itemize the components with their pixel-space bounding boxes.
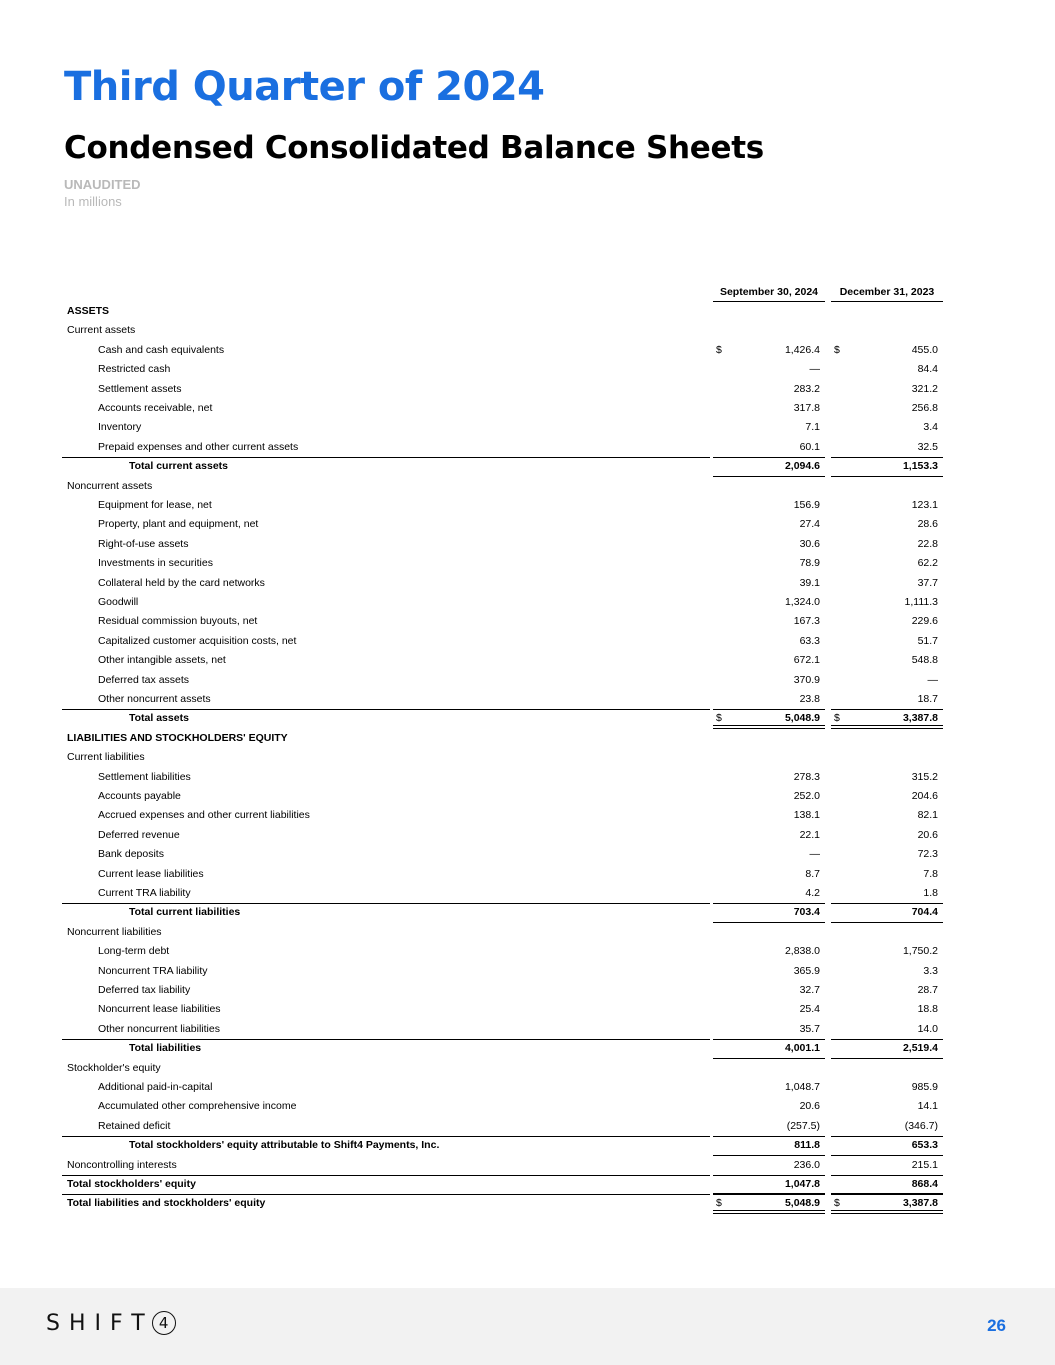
row-label: Restricted cash: [98, 363, 171, 376]
value-dec-2023: 229.6: [911, 615, 938, 628]
value-sep-2024: 7.1: [805, 421, 820, 434]
value-dec-2023: 1,111.3: [904, 596, 938, 608]
row-label: Settlement assets: [98, 382, 182, 395]
value-dec-2023: 32.5: [917, 440, 938, 453]
value-sep-2024: 78.9: [799, 557, 820, 570]
table-row: [0, 865, 1055, 884]
row-label: Deferred tax liability: [98, 984, 191, 996]
table-row: [0, 612, 1055, 631]
value-sep-2024: 1,324.0: [784, 596, 820, 608]
row-label: Retained deficit: [98, 1119, 171, 1132]
value-dec-2023: 18.8: [917, 1003, 938, 1016]
value-sep-2024: 60.1: [799, 440, 820, 453]
value-sep-2024: 30.6: [799, 537, 820, 550]
table-row: [0, 729, 1055, 748]
row-label: ASSETS: [67, 305, 110, 317]
total-rule: [713, 1175, 825, 1176]
table-row: [0, 826, 1055, 845]
row-label: Cash and cash equivalents: [98, 343, 225, 356]
value-dec-2023: 1.8: [923, 887, 938, 899]
total-rule: [713, 457, 825, 458]
table-row: [0, 748, 1055, 767]
table-row: [0, 651, 1055, 670]
row-label: Accounts payable: [98, 790, 181, 802]
row-label: Other noncurrent assets: [98, 693, 211, 705]
value-sep-2024: 283.2: [793, 382, 820, 395]
value-dec-2023: 455.0: [911, 343, 938, 356]
value-sep-2024: 4.2: [805, 887, 820, 899]
table-row: [0, 554, 1055, 573]
table-row: [0, 1156, 1055, 1175]
value-dec-2023: 1,750.2: [902, 945, 938, 958]
table-row: [0, 632, 1055, 651]
value-dec-2023: —: [927, 673, 938, 686]
row-label: Settlement liabilities: [98, 770, 191, 783]
table-row: [0, 1059, 1055, 1078]
row-label: Accumulated other comprehensive income: [98, 1100, 297, 1113]
table-row: [0, 574, 1055, 593]
row-label: Total current assets: [129, 460, 229, 473]
row-label: Noncontrolling interests: [67, 1158, 177, 1171]
value-sep-2024: 20.6: [799, 1100, 820, 1113]
value-sep-2024: 167.3: [793, 615, 820, 628]
value-sep-2024: —: [809, 848, 820, 861]
units-label: In millions: [64, 194, 122, 209]
table-row: [0, 690, 1055, 709]
table-row: [0, 787, 1055, 806]
row-label: Current TRA liability: [98, 887, 191, 899]
value-dec-2023: 704.4: [911, 906, 938, 919]
value-dec-2023: 7.8: [923, 867, 938, 880]
page-number: 26: [987, 1316, 1006, 1335]
value-sep-2024: 1,047.8: [784, 1178, 820, 1190]
table-row: [0, 845, 1055, 864]
table-row: [0, 1136, 1055, 1155]
currency-symbol: $: [716, 343, 722, 356]
value-dec-2023: 51.7: [917, 634, 938, 647]
shift4-logo: [46, 1308, 176, 1338]
value-sep-2024: 370.9: [793, 673, 820, 686]
row-label: Stockholder's equity: [67, 1061, 161, 1074]
value-dec-2023: 1,153.3: [902, 460, 938, 473]
value-sep-2024: 811.8: [794, 1139, 820, 1152]
row-label: Noncurrent TRA liability: [98, 964, 208, 977]
table-row: [0, 1020, 1055, 1039]
column-header-dec-2023: December 31, 2023: [831, 286, 943, 302]
table-row: [0, 1117, 1055, 1136]
value-dec-2023: 256.8: [911, 402, 938, 414]
quarter-title: Third Quarter of 2024: [64, 64, 545, 110]
row-label: Total assets: [129, 712, 189, 725]
value-dec-2023: 2,519.4: [902, 1042, 938, 1055]
total-rule: [713, 1194, 825, 1195]
value-sep-2024: 317.8: [793, 402, 820, 414]
value-dec-2023: 315.2: [911, 770, 938, 783]
value-sep-2024: 22.1: [799, 828, 820, 841]
value-dec-2023: 123.1: [911, 499, 938, 511]
value-dec-2023: 3,387.8: [902, 1197, 938, 1210]
column-header-sep-2024: September 30, 2024: [713, 286, 825, 302]
value-sep-2024: 35.7: [799, 1022, 820, 1035]
table-row: [0, 341, 1055, 360]
total-rule: [831, 903, 943, 904]
total-rule: [62, 903, 710, 904]
row-label: Total current liabilities: [129, 906, 241, 919]
total-rule: [831, 709, 943, 710]
row-label: Total stockholders' equity: [67, 1178, 196, 1190]
value-sep-2024: 8.7: [805, 867, 820, 880]
row-label: Collateral held by the card networks: [98, 576, 265, 589]
row-label: Equipment for lease, net: [98, 499, 212, 511]
value-dec-2023: 868.4: [911, 1178, 938, 1190]
value-dec-2023: 3.3: [923, 964, 938, 977]
total-rule: [713, 1039, 825, 1040]
total-rule: [62, 1136, 710, 1137]
row-label: Total stockholders' equity attributable to Shift4 Payments, Inc.: [129, 1139, 440, 1152]
table-row: [0, 477, 1055, 496]
table-row: [0, 321, 1055, 340]
total-rule: [713, 709, 825, 710]
table-row: [0, 515, 1055, 534]
value-sep-2024: 2,838.0: [784, 945, 820, 958]
value-sep-2024: 138.1: [793, 809, 820, 822]
row-label: Capitalized customer acquisition costs, net: [98, 634, 297, 647]
table-row: [0, 496, 1055, 515]
row-label: Deferred revenue: [98, 828, 180, 841]
value-sep-2024: 27.4: [799, 518, 820, 531]
table-row: [0, 903, 1055, 922]
row-label: LIABILITIES AND STOCKHOLDERS' EQUITY: [67, 731, 288, 744]
value-sep-2024: 2,094.6: [784, 460, 820, 473]
total-rule: [831, 457, 943, 458]
row-label: Noncurrent lease liabilities: [98, 1003, 221, 1016]
row-label: Long-term debt: [98, 945, 170, 958]
value-sep-2024: 25.4: [799, 1003, 820, 1016]
unaudited-label: UNAUDITED: [64, 177, 141, 192]
value-sep-2024: 1,048.7: [784, 1081, 820, 1093]
table-row: [0, 768, 1055, 787]
table-row: [0, 942, 1055, 961]
table-row: [0, 923, 1055, 942]
double-underline: [831, 1210, 943, 1214]
table-row: [0, 981, 1055, 1000]
row-label: Goodwill: [98, 596, 139, 608]
value-dec-2023: 14.1: [917, 1100, 938, 1113]
logo-circle-four-icon: 4: [152, 1311, 176, 1335]
table-row: [0, 302, 1055, 321]
total-rule: [713, 1136, 825, 1137]
total-rule: [831, 1194, 943, 1195]
value-dec-2023: 18.7: [917, 693, 938, 705]
table-row: [0, 593, 1055, 612]
value-dec-2023: 548.8: [911, 654, 938, 667]
table-row: [0, 380, 1055, 399]
row-label: Current lease liabilities: [98, 867, 204, 880]
value-dec-2023: 28.6: [917, 518, 938, 531]
row-label: Noncurrent assets: [67, 479, 153, 492]
row-label: Additional paid-in-capital: [98, 1081, 213, 1093]
table-row: [0, 457, 1055, 476]
footer: [0, 1288, 1055, 1365]
table-row: [0, 438, 1055, 457]
row-label: Accounts receivable, net: [98, 402, 213, 414]
value-dec-2023: 22.8: [917, 537, 938, 550]
row-label: Right-of-use assets: [98, 537, 189, 550]
row-label: Investments in securities: [98, 557, 213, 570]
currency-symbol: $: [716, 712, 722, 725]
row-label: Deferred tax assets: [98, 673, 190, 686]
row-label: Prepaid expenses and other current assets: [98, 440, 299, 453]
value-dec-2023: 20.6: [917, 828, 938, 841]
value-dec-2023: 215.1: [911, 1158, 938, 1171]
value-sep-2024: 39.1: [799, 576, 820, 589]
currency-symbol: $: [716, 1197, 722, 1210]
table-row: [0, 709, 1055, 728]
table-row: [0, 418, 1055, 437]
value-sep-2024: 1,426.4: [784, 343, 820, 356]
value-sep-2024: 156.9: [793, 499, 820, 511]
table-row: [0, 962, 1055, 981]
total-rule: [713, 903, 825, 904]
row-label: Noncurrent liabilities: [67, 925, 162, 938]
row-label: Bank deposits: [98, 848, 164, 861]
table-row: [0, 1175, 1055, 1194]
value-sep-2024: 252.0: [793, 790, 820, 802]
value-sep-2024: 278.3: [793, 770, 820, 783]
value-dec-2023: 37.7: [917, 576, 938, 589]
value-dec-2023: 3.4: [923, 421, 938, 434]
total-rule: [831, 1136, 943, 1137]
total-rule: [831, 1039, 943, 1040]
row-label: Other noncurrent liabilities: [98, 1022, 220, 1035]
page-title: Condensed Consolidated Balance Sheets: [64, 130, 764, 166]
value-dec-2023: 204.6: [911, 790, 938, 802]
total-rule: [62, 1039, 710, 1040]
value-sep-2024: 236.0: [793, 1158, 820, 1171]
row-label: Current liabilities: [67, 751, 145, 764]
row-label: Total liabilities: [129, 1042, 202, 1055]
value-dec-2023: 62.2: [917, 557, 938, 570]
double-underline: [713, 1210, 825, 1214]
row-label: Current assets: [67, 324, 136, 337]
total-rule: [831, 1175, 943, 1176]
value-sep-2024: (257.5): [786, 1119, 820, 1132]
table-row: [0, 1000, 1055, 1019]
value-sep-2024: 4,001.1: [784, 1042, 820, 1055]
total-rule: [62, 1175, 710, 1176]
row-label: Accrued expenses and other current liabilities: [98, 809, 310, 822]
table-row: [0, 884, 1055, 903]
value-dec-2023: 84.4: [917, 363, 938, 376]
value-sep-2024: 5,048.9: [784, 1197, 820, 1210]
value-sep-2024: 672.1: [793, 654, 820, 667]
value-sep-2024: 63.3: [799, 634, 820, 647]
value-dec-2023: (346.7): [904, 1119, 938, 1132]
value-dec-2023: 28.7: [917, 984, 938, 996]
row-label: Other intangible assets, net: [98, 654, 226, 667]
table-row: [0, 399, 1055, 418]
value-dec-2023: 321.2: [911, 382, 938, 395]
table-row: [0, 1078, 1055, 1097]
table-row: [0, 1194, 1055, 1213]
value-dec-2023: 985.9: [911, 1081, 938, 1093]
value-dec-2023: 653.3: [911, 1139, 938, 1152]
total-rule: [62, 709, 710, 710]
value-dec-2023: 82.1: [917, 809, 938, 822]
value-sep-2024: —: [809, 363, 820, 376]
table-row: [0, 1097, 1055, 1116]
logo-wordmark: SHIFT: [46, 1310, 154, 1336]
value-sep-2024: 32.7: [799, 984, 820, 996]
value-dec-2023: 3,387.8: [902, 712, 938, 725]
value-dec-2023: 14.0: [917, 1022, 938, 1035]
row-label: Property, plant and equipment, net: [98, 518, 259, 531]
table-row: [0, 1039, 1055, 1058]
table-row: [0, 535, 1055, 554]
table-row: [0, 360, 1055, 379]
total-rule: [62, 457, 710, 458]
value-sep-2024: 365.9: [793, 964, 820, 977]
currency-symbol: $: [834, 712, 840, 725]
value-sep-2024: 5,048.9: [784, 712, 820, 725]
row-label: Residual commission buyouts, net: [98, 615, 258, 628]
row-label: Total liabilities and stockholders' equity: [67, 1197, 266, 1210]
value-dec-2023: 72.3: [917, 848, 938, 861]
total-rule: [62, 1194, 710, 1195]
table-row: [0, 671, 1055, 690]
value-sep-2024: 703.4: [793, 906, 820, 919]
value-sep-2024: 23.8: [799, 693, 820, 705]
table-row: [0, 806, 1055, 825]
row-label: Inventory: [98, 421, 142, 434]
currency-symbol: $: [834, 343, 840, 356]
currency-symbol: $: [834, 1197, 840, 1210]
